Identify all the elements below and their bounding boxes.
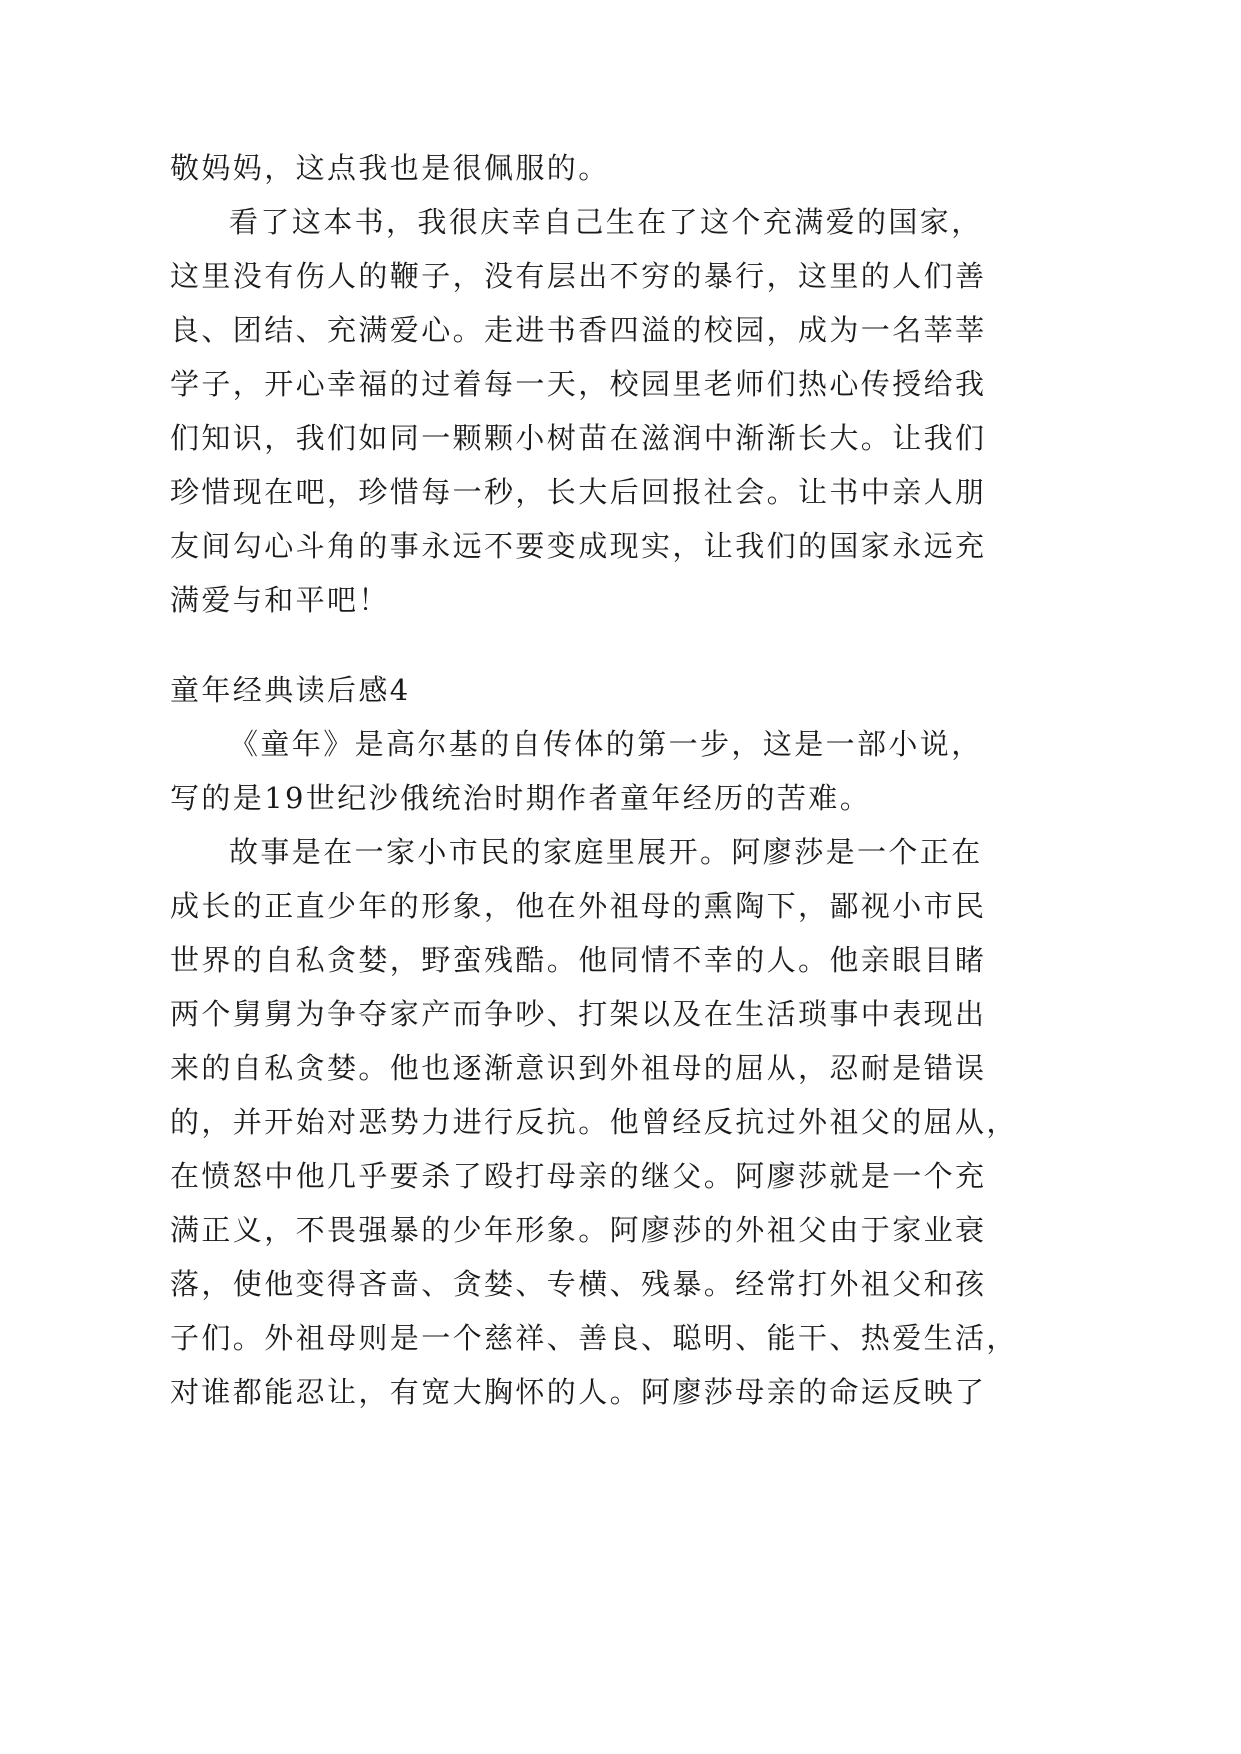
paragraph-line: 们知识，我们如同一颗颗小树苗在滋润中渐渐长大。让我们 <box>170 421 987 455</box>
section-heading: 童年经典读后感4 <box>170 673 411 707</box>
paragraph-line: 子们。外祖母则是一个慈祥、善良、聪明、能干、热爱生活， <box>170 1321 1018 1355</box>
paragraph-line: 成长的正直少年的形象，他在外祖母的熏陶下，鄙视小市民 <box>170 889 987 923</box>
paragraph-line: 学子，开心幸福的过着每一天，校园里老师们热心传授给我 <box>170 367 987 401</box>
paragraph-line: 对谁都能忍让，有宽大胸怀的人。阿廖莎母亲的命运反映了 <box>170 1375 987 1409</box>
paragraph-line: 的，并开始对恶势力进行反抗。他曾经反抗过外祖父的屈从， <box>170 1105 1018 1139</box>
paragraph-line: 写的是19世纪沙俄统治时期作者童年经历的苦难。 <box>170 781 872 815</box>
paragraph-line: 友间勾心斗角的事永远不要变成现实，让我们的国家永远充 <box>170 529 987 563</box>
paragraph-line: 两个舅舅为争夺家产而争吵、打架以及在生活琐事中表现出 <box>170 997 987 1031</box>
paragraph-line: 故事是在一家小市民的家庭里展开。阿廖莎是一个正在 <box>229 835 983 869</box>
paragraph-line: 满爱与和平吧！ <box>170 583 390 617</box>
paragraph-line: 珍惜现在吧，珍惜每一秒，长大后回报社会。让书中亲人朋 <box>170 475 987 509</box>
paragraph-line: 良、团结、充满爱心。走进书香四溢的校园，成为一名莘莘 <box>170 313 987 347</box>
paragraph-line: 《童年》是高尔基的自传体的第一步，这是一部小说， <box>229 727 983 761</box>
paragraph-line: 敬妈妈，这点我也是很佩服的。 <box>170 151 610 185</box>
paragraph-line: 满正义，不畏强暴的少年形象。阿廖莎的外祖父由于家业衰 <box>170 1213 987 1247</box>
paragraph-line: 来的自私贪婪。他也逐渐意识到外祖母的屈从，忍耐是错误 <box>170 1051 987 1085</box>
paragraph-line: 看了这本书，我很庆幸自己生在了这个充满爱的国家， <box>229 205 983 239</box>
paragraph-line: 落，使他变得吝啬、贪婪、专横、残暴。经常打外祖父和孩 <box>170 1267 987 1301</box>
paragraph-line: 世界的自私贪婪，野蛮残酷。他同情不幸的人。他亲眼目睹 <box>170 943 987 977</box>
paragraph-line: 在愤怒中他几乎要杀了殴打母亲的继父。阿廖莎就是一个充 <box>170 1159 987 1193</box>
paragraph-line: 这里没有伤人的鞭子，没有层出不穷的暴行，这里的人们善 <box>170 259 987 293</box>
